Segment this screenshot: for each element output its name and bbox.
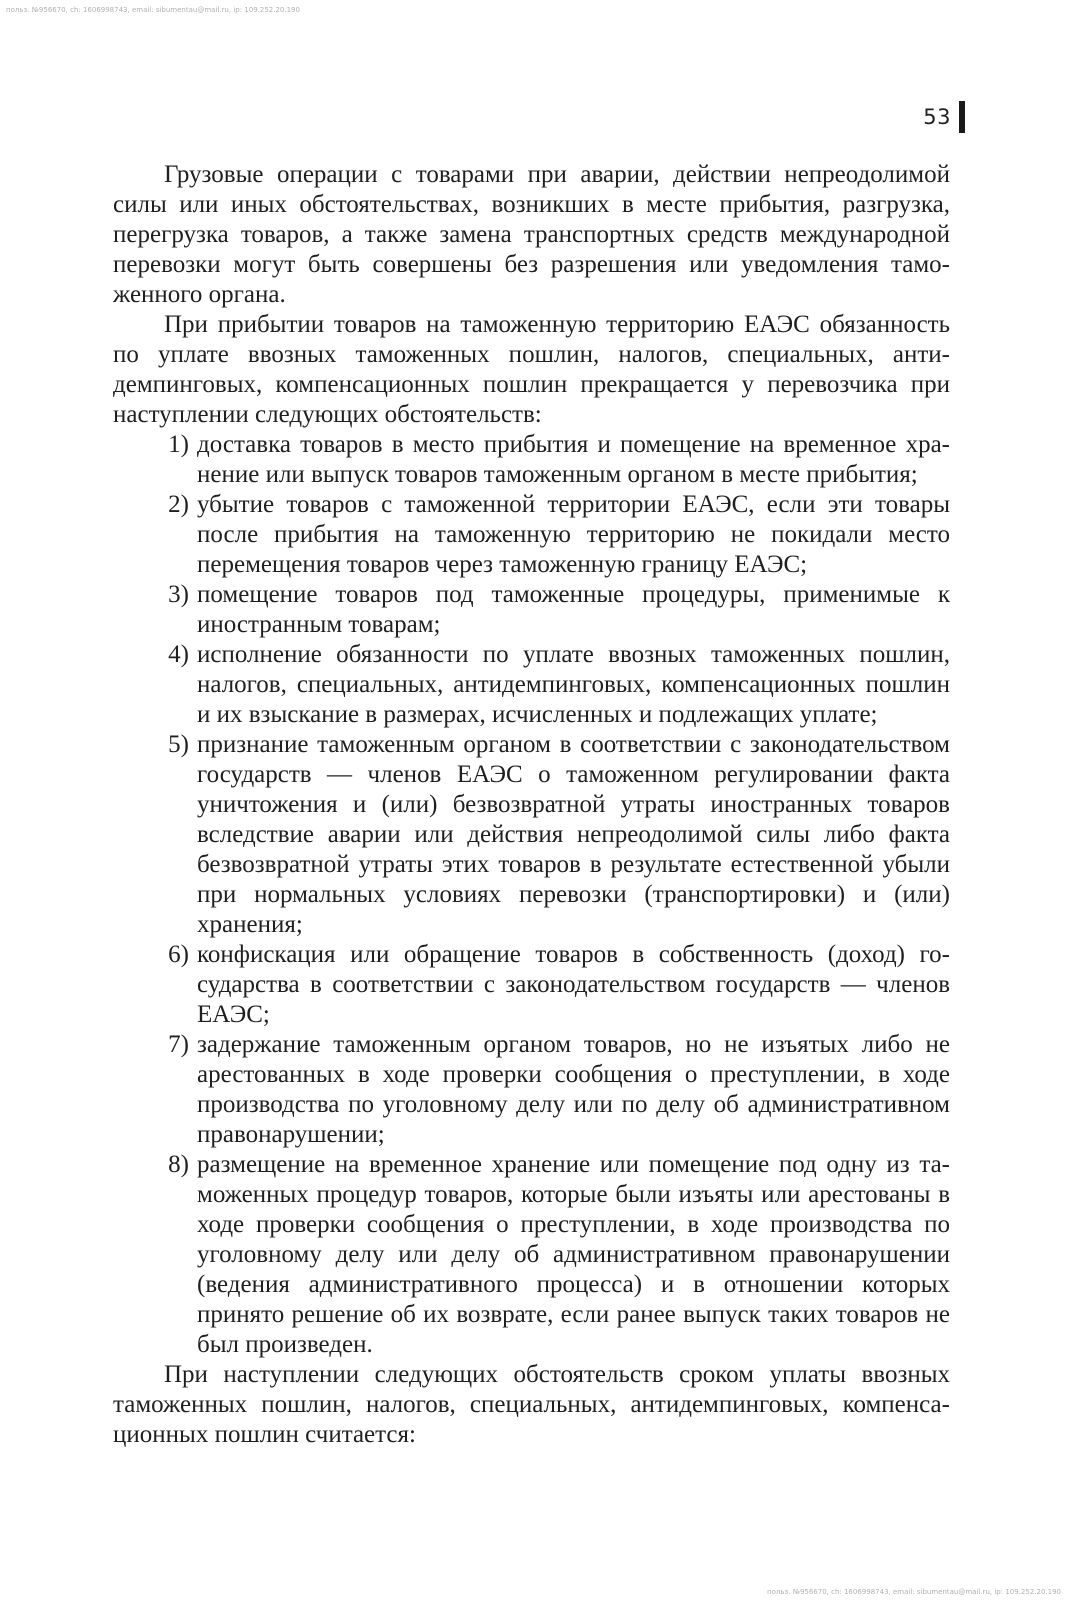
list-item-text: убытие товаров с таможенной территории ЕАЭС, если эти товары после прибытия на таможенную территорию не покидали место перемещения товаров через таможенную границу ЕАЭС;	[197, 491, 950, 578]
list-item-text: помещение товаров под таможенные процедуры, применимые к иностранным товарам;	[197, 581, 950, 638]
list-item-number: 5)	[168, 731, 189, 758]
circumstances-list	[113, 430, 950, 1360]
watermark-top: польз. №956670, сh: 1606998743, email: sibumentau@mail.ru, ip: 109.252.20.190	[6, 6, 300, 14]
list-item	[113, 640, 950, 730]
list-item-text: размещение на временное хранение или помещение под одну из таможенных процедур товаров, которые были изъяты или арестованы в ходе проверки сообщения о преступлении, в ходе производства по уголовному делу или делу об административном правонарушении (ведения административного процесса) и в отношении которых принято решение об их возврате, если ранее выпуск таких товаров не был произведен.	[197, 1151, 950, 1358]
list-item-text: задержание таможенным органом товаров, но не изъятых либо не арестованных в ходе проверки сообщения о преступлении, в ходе производства по уголовному делу или по делу об административном правонарушении;	[197, 1031, 950, 1148]
list-item-number: 1)	[168, 431, 189, 458]
page-number-marker	[923, 101, 965, 133]
page-number-bar	[959, 101, 965, 133]
list-item	[113, 490, 950, 580]
list-item-text: исполнение обязанности по уплате ввозных таможенных пошлин, налогов, специальных, антидемпинговых, компенсационных пошлин и их взыскание в размерах, исчисленных и подлежащих уплате;	[197, 641, 950, 728]
page-number: 53	[923, 105, 951, 129]
list-item-number: 7)	[168, 1031, 189, 1058]
list-item-text: конфискация или обращение товаров в собственность (доход) государства в соответствии с законодательством государств — членов ЕАЭС;	[197, 941, 950, 1028]
list-item	[113, 1030, 950, 1150]
list-item	[113, 730, 950, 940]
list-item-number: 6)	[168, 941, 189, 968]
paragraph-cargo-operations: Грузовые операции с товарами при аварии, действии непреодолимой силы или иных обстоятельствах, возникших в месте прибытия, разгрузка, перегрузка товаров, а также замена транспортных средств международной перевозки могут быть совершены без разрешения или уведомления таможенного органа.	[113, 161, 950, 308]
list-item-number: 8)	[168, 1151, 189, 1178]
paragraph-duty-termination: При прибытии товаров на таможенную территорию ЕАЭС обязанность по уплате ввозных таможенных пошлин, налогов, специальных, антидемпинговых, компенсационных пошлин прекращается у перевозчика при наступлении следующих обстоятельств:	[113, 311, 950, 428]
list-item-text: признание таможенным органом в соответствии с законодательством государств — членов ЕАЭС о таможенном регулировании факта уничтожения и (или) безвозвратной утраты иностранных товаров вследствие аварии или действия непреодолимой силы либо факта безвозвратной утраты этих товаров в результате естественной убыли при нормальных условиях перевозки (транспортировки) и (или) хранения;	[197, 731, 950, 938]
list-item-text: доставка товаров в место прибытия и помещение на временное хранение или выпуск товаров таможенным органом в месте прибытия;	[197, 431, 950, 488]
watermark-bottom: польз. №956670, сh: 1606998743, email: sibumentau@mail.ru, ip: 109.252.20.190	[767, 1588, 1061, 1596]
list-item-number: 4)	[168, 641, 189, 668]
list-item-number: 2)	[168, 491, 189, 518]
paragraph-payment-deadline: При наступлении следующих обстоятельств сроком уплаты ввозных таможенных пошлин, налогов, специальных, антидемпинговых, компенсационных пошлин считается:	[113, 1361, 950, 1448]
page-body	[113, 160, 950, 1450]
list-item	[113, 430, 950, 490]
list-item	[113, 1150, 950, 1360]
list-item	[113, 580, 950, 640]
list-item-number: 3)	[168, 581, 189, 608]
list-item	[113, 940, 950, 1030]
